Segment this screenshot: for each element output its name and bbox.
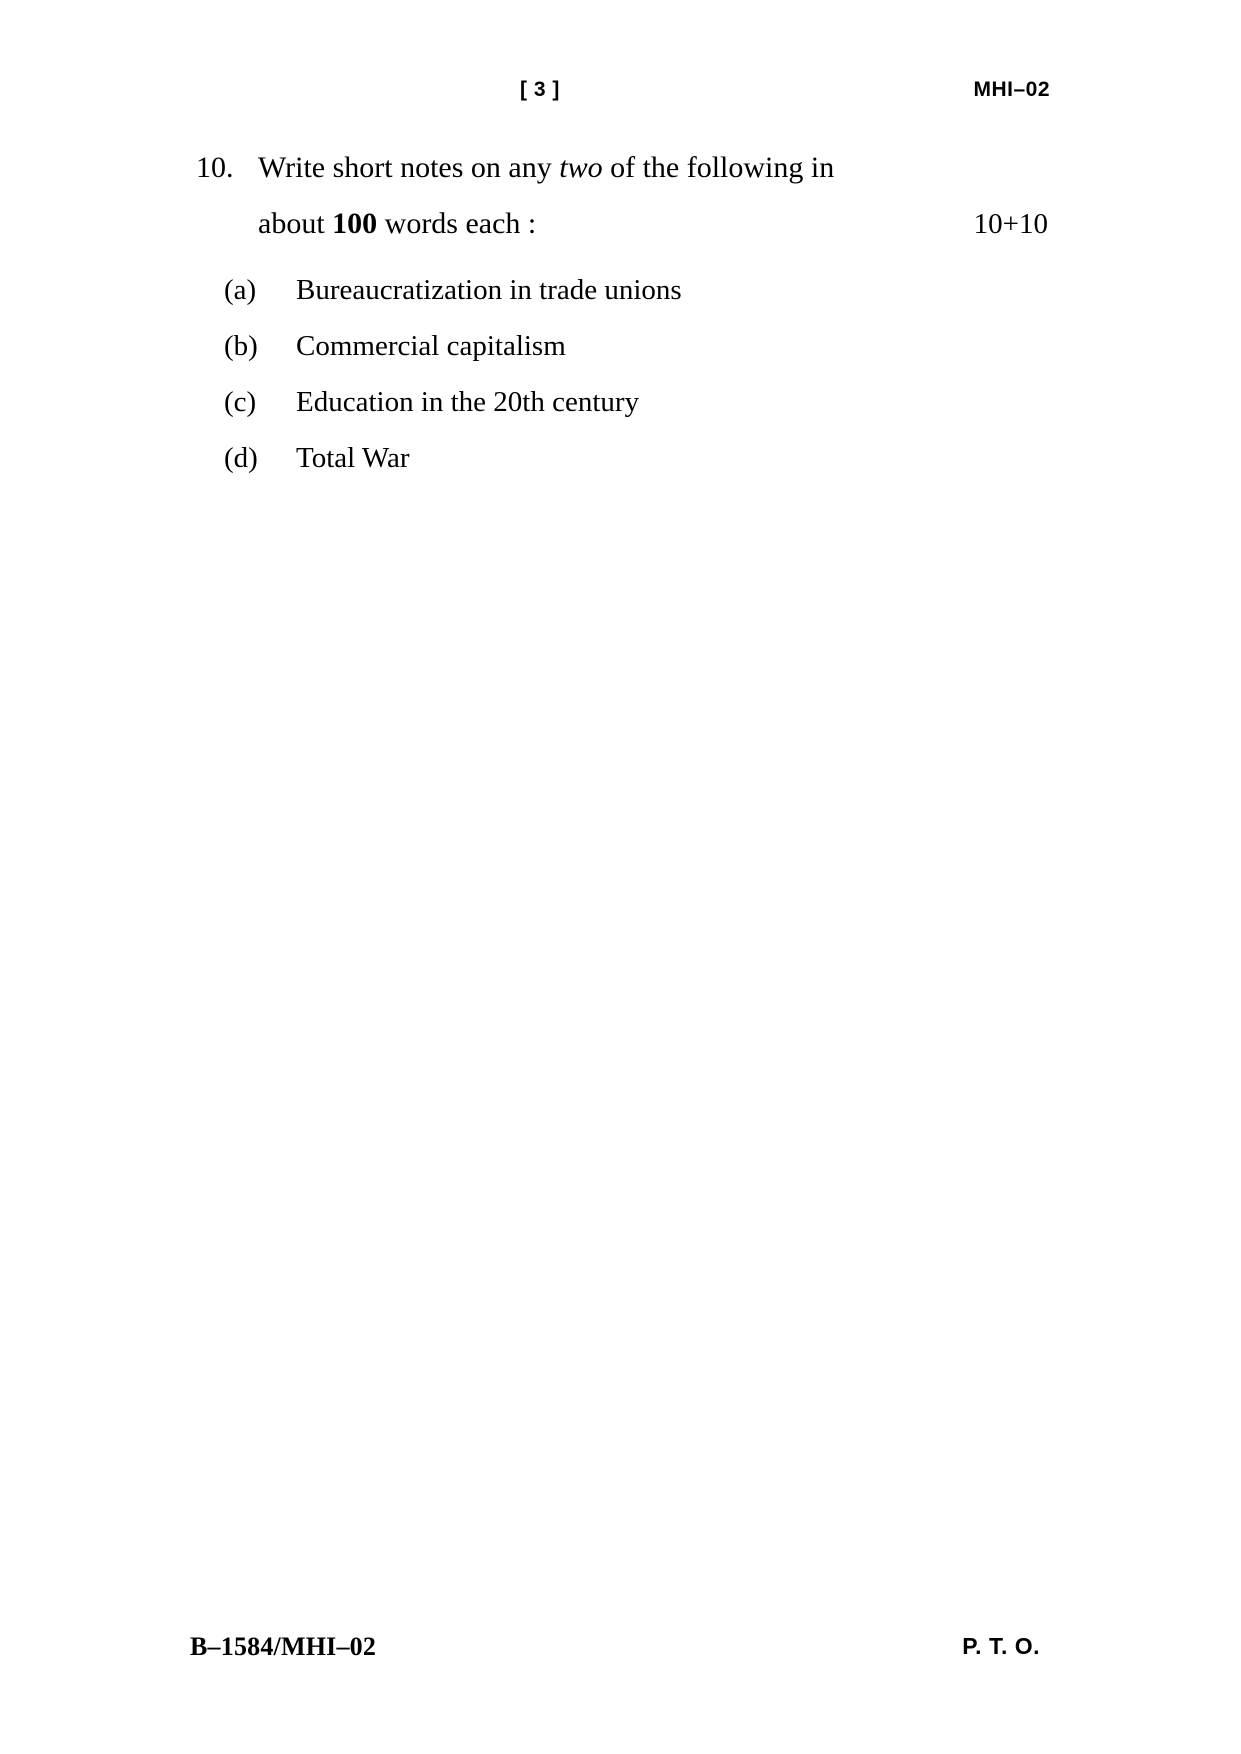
sub-question-text: Total War: [296, 442, 410, 474]
page-header: [190, 78, 1050, 110]
sub-question-text: Commercial capitalism: [296, 330, 566, 362]
list-item: [196, 430, 1056, 486]
question-block: [196, 140, 1056, 252]
question-row: [196, 140, 1056, 252]
question-word-count: 100: [332, 207, 378, 240]
page-number: [ 3 ]: [520, 78, 560, 101]
question-line-1: [258, 140, 1048, 196]
list-item: [196, 318, 1056, 374]
page-footer: [190, 1632, 1050, 1666]
question-line-1-part-1: Write short notes on any: [258, 151, 560, 184]
question-line-2-part-2: words each :: [377, 207, 537, 240]
question-number: 10.: [196, 151, 234, 184]
question-marks: 10+10: [973, 208, 1048, 240]
sub-question-label: (d): [224, 442, 258, 474]
question-line-2: [258, 196, 1048, 252]
question-line-1-part-2: of the following in: [602, 151, 835, 184]
please-turn-over: P. T. O.: [962, 1633, 1040, 1659]
sub-question-label: (b): [224, 330, 258, 362]
sub-question-text: Education in the 20th century: [296, 386, 640, 418]
list-item: [196, 374, 1056, 430]
sub-question-label: (c): [224, 386, 257, 418]
question-line-2-part-1: about: [258, 207, 333, 240]
list-item: [196, 262, 1056, 318]
paper-code: B–1584/MHI–02: [190, 1632, 377, 1661]
sub-question-text: Bureaucratization in trade unions: [296, 274, 682, 306]
question-emphasis-two: two: [559, 151, 603, 184]
sub-question-list: [196, 262, 1056, 486]
course-code: MHI–02: [973, 78, 1050, 101]
sub-question-label: (a): [224, 274, 257, 306]
question-text: [258, 140, 1048, 252]
